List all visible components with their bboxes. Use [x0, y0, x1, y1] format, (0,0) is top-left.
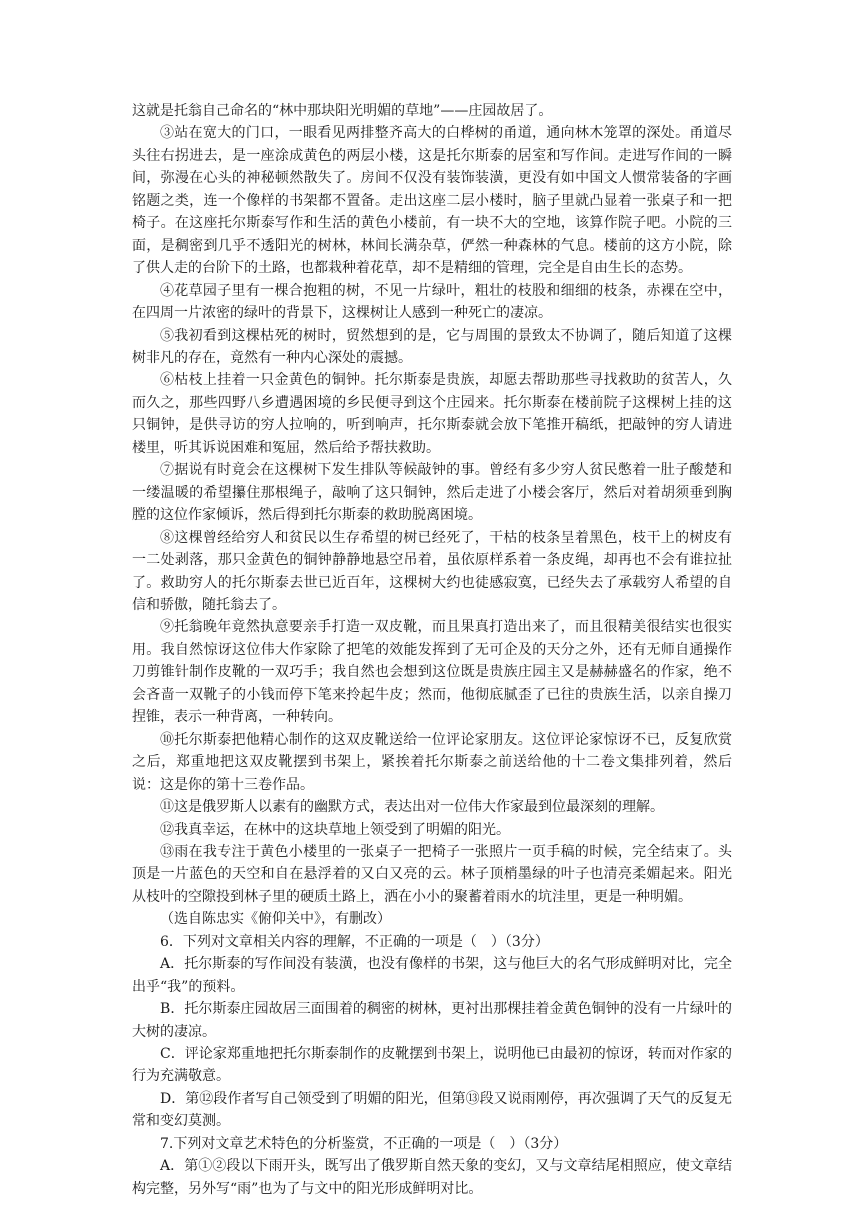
question-7-option-a: A．第①②段以下雨开头，既写出了俄罗斯自然天象的变幻，又与文章结尾相照应，使文章结构完整，另外写“雨”也为了与文中的阳光形成鲜明对比。 [132, 1158, 732, 1197]
paragraph-9: ⑨托翁晚年竟然执意要亲手打造一双皮靴，而且果真打造出来了，而且很精美很结实也很实用。我自然惊讶这位伟大作家除了把笔的效能发挥到了无可企及的天分之外，还有无师自通操作刀剪锥针制作皮靴的一双巧手；我自然也会想到这位既是贵族庄园主又是赫赫盛名的作家，绝不会吝啬一双靴子的小钱而停下笔来拎起牛皮；然而，他彻底腻歪了已往的贵族生活，以亲自操刀捏锥，表示一种背离，一种转向。 [132, 619, 732, 726]
paragraph-10: ⑩托尔斯泰把他精心制作的这双皮靴送给一位评论家朋友。这位评论家惊讶不已，反复欣赏之后，郑重地把这双皮靴摆到书架上，紧挨着托尔斯泰之前送给他的十二卷文集排列着，然后说：这是你的第十三卷作品。 [132, 731, 732, 793]
paragraph-7: ⑦据说有时竟会在这棵树下发生排队等候敲钟的事。曾经有多少穷人贫民憋着一肚子酸楚和一缕温暖的希望攥住那根绳子，敲响了这只铜钟，然后走进了小楼会客厅，然后对着胡须垂到胸膛的这位作家倾诉，然后得到托尔斯泰的救助脱离困境。 [132, 462, 732, 524]
paragraph-lead: 这就是托翁自己命名的“林中那块阳光明媚的草地”——庄园故居了。 [132, 103, 553, 119]
source-note: （选自陈忠实《俯仰关中》，有删改） [160, 911, 391, 928]
question-6-option-b: B．托尔斯泰庄园故居三面围着的稠密的树林，更衬出那棵挂着金黄色铜钟的没有一片绿叶的大树的凄凉。 [132, 1001, 732, 1040]
question-6-option-a: A．托尔斯泰的写作间没有装潢，也没有像样的书架，这与他巨大的名气形成鲜明对比，完全出乎“我”的预料。 [132, 956, 732, 995]
question-6-option-c: C．评论家郑重地把托尔斯泰制作的皮靴摆到书架上，说明他已由最初的惊讶，转而对作家的行为充满敬意。 [132, 1046, 732, 1085]
paragraph-13: ⑬雨在我专注于黄色小楼里的一张桌子一把椅子一张照片一页手稿的时候，完全结束了。头顶是一片蓝色的天空和自在悬浮着的又白又亮的云。林子顶梢墨绿的叶子也清亮柔媚起来。阳光从枝叶的空隙投到林子里的硬质土路上，洒在小小的聚蓄着雨水的坑洼里，更是一种明媚。 [132, 843, 732, 905]
paragraph-12: ⑫我真幸运，在林中的这块草地上领受到了明媚的阳光。 [160, 821, 510, 838]
paragraph-3: ③站在宽大的门口，一眼看见两排整齐高大的白桦树的甬道，通向林木笼罩的深处。甬道尽头往右拐进去，是一座涂成黄色的两层小楼，这是托尔斯泰的居室和写作间。走进写作间的一瞬间，弥漫在心头的神秘顿然散失了。房间不仅没有装饰装潢，更没有如中国文人惯常装备的字画铭题之类，连一个像样的书架都不置备。走出这座二层小楼时，脑子里就凸显着一张桌子和一把椅子。在这座托尔斯泰写作和生活的黄色小楼前，有一块不大的空地，该算作院子吧。小院的三面，是稠密到几乎不透阳光的树林，林间长满杂草，俨然一种森林的气息。楼前的这方小院，除了供人走的台阶下的土路，也都栽种着花草，却不是精细的管理，完全是自由生长的态势。 [132, 125, 732, 277]
paragraph-5: ⑤我初看到这棵枯死的树时，贸然想到的是，它与周围的景致太不协调了，随后知道了这棵树非凡的存在，竟然有一种内心深处的震撼。 [132, 327, 732, 366]
paragraph-4: ④花草园子里有一棵合抱粗的树，不见一片绿叶，粗壮的枝股和细细的枝条，赤裸在空中，在四周一片浓密的绿叶的背景下，这棵树让人感到一种死亡的凄凉。 [132, 282, 732, 322]
paragraph-6: ⑥枯枝上挂着一只金黄色的铜钟。托尔斯泰是贵族，却愿去帮助那些寻找救助的贫苦人，久而久之，那些四野八乡遭遇困境的乡民便寻到这个庄园来。托尔斯泰在楼前院子这棵树上挂的这只铜钟，是供寻访的穷人拉响的，听到响声，托尔斯泰就会放下笔推开稿纸，把敲钟的穷人请进楼里，听其诉说困难和冤屈，然后给予帮扶救助。 [132, 372, 732, 456]
question-6-option-d: D．第⑫段作者写自己领受到了明媚的阳光，但第⑬段又说雨刚停，再次强调了天气的反复无常和变幻莫测。 [132, 1090, 732, 1130]
question-6: 6．下列对文章相关内容的理解，不正确的一项是（ ）（3分） [160, 933, 549, 950]
question-7: 7.下列对文章艺术特色的分析鉴赏，不正确的一项是（ ）（3分） [160, 1135, 568, 1152]
paragraph-8: ⑧这棵曾经给穷人和贫民以生存希望的树已经死了，干枯的枝条呈着黑色，枝干上的树皮有一二处剥落，那只金黄色的铜钟静静地悬空吊着，虽依原样系着一条皮绳，却再也不会有谁拉扯了。救助穷人的托尔斯泰去世已近百年，这棵树大约也徒感寂寞，已经失去了承载穷人希望的自信和骄傲，随托翁去了。 [132, 529, 732, 613]
paragraph-11: ⑪这是俄罗斯人以素有的幽默方式，表达出对一位伟大作家最到位最深刻的理解。 [160, 799, 664, 816]
